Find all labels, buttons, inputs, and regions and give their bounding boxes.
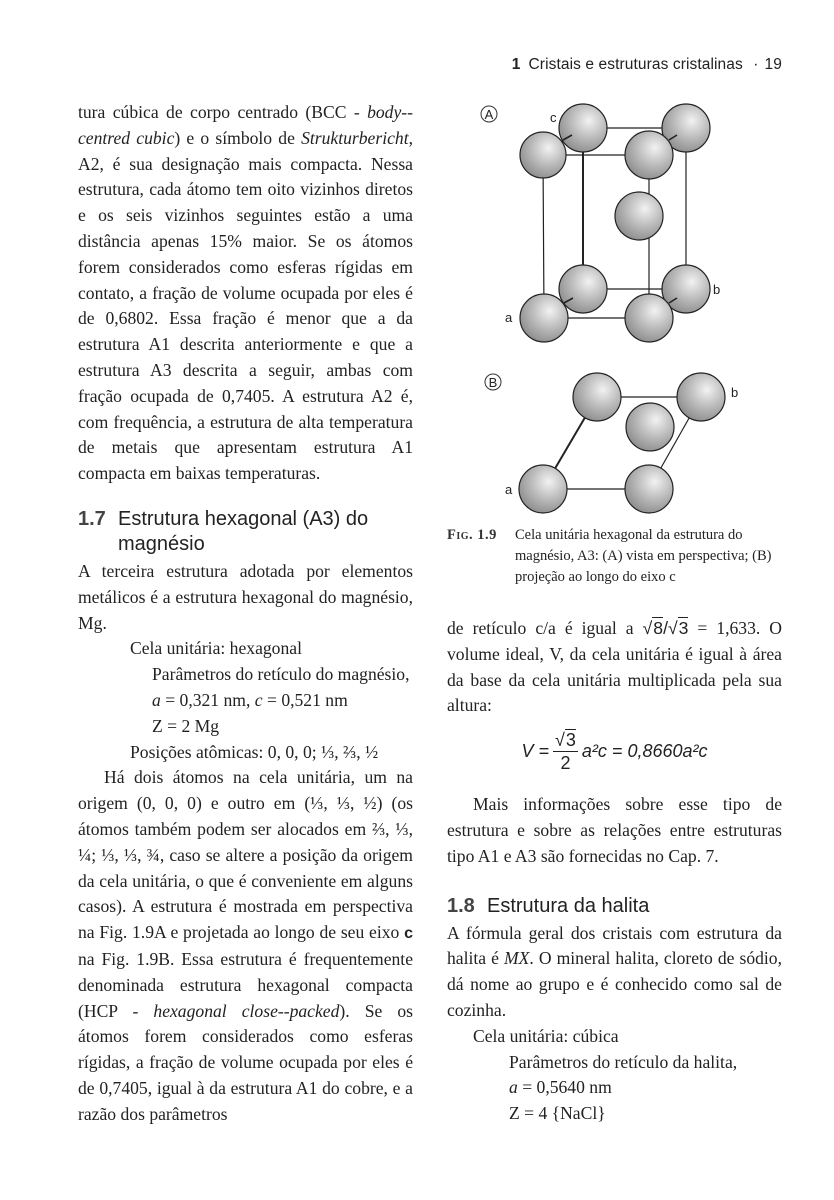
paragraph-more-info: Mais informações sobre esse tipo de estrutura e sobre as relações entre estruturas tipo A1 e A3 são fornecidas no Cap. 7. bbox=[447, 794, 782, 866]
paragraph-ratio: de retículo c/a é igual a √8/√3 = 1,633. O volume ideal, V, da cela unitária é igual à área da base da cela unitária multiplicada pela sua altura: bbox=[447, 618, 782, 716]
running-header bbox=[512, 56, 782, 74]
paragraph-hcp: Há dois átomos na cela unitária, um na origem (0, 0, 0) e outro em (⅓, ⅓, ½) (os átomos também podem ser alocados em ⅔, ⅓, ¼; ⅓, ⅓, ¾, caso se altere a posição da origem da cela unitária, o que é conveniente em alguns casos). A estrutura é mostrada em perspectiva na Fig. 1.9A e projetada ao longo de seu eixo c na Fig. 1.9B. Essa estrutura é frequentemente denominada estrutura hexagonal compacta (HCP - hexagonal close--packed). Se os átomos forem considerados como esferas rígidas, a fração de volume ocupada por eles é de 0,7405, igual à da estrutura A1 do cobre, e a razão dos parâmetros bbox=[78, 767, 414, 1124]
atoms-projection bbox=[519, 373, 725, 513]
z-value-halite: Z = 4 {NaCl} bbox=[509, 1103, 606, 1124]
section-title: Estrutura hexagonal (A3) do magnésio bbox=[118, 507, 369, 555]
paragraph-bcc: tura cúbica de corpo centrado (BCC - body--centred cubic) e o símbolo de Strukturbericht, A2, é sua designação mais compacta. Nessa estrutura, cada átomo tem oito vizinhos diretos e os seis vizinhos seguintes estão a uma distância apenas 15% maior. Se os átomos forem considerados como esferas rígidas em contato, a fração de volume ocupada por eles é de 0,6802. Essa fração é menor que a da estrutura A1 descrita anteriormente e que a estrutura A3 descrita a seguir, ambas com fração ocupada de 0,7405. A estrutura A2 é, com frequência, a estrutura de alta temperatura de metais que apresentam estrutura A1 compacta em baixas temperaturas. bbox=[78, 102, 413, 484]
section-heading-1-8 bbox=[447, 894, 782, 919]
lattice-values-halite: a = 0,5640 nm bbox=[509, 1077, 612, 1098]
chapter-number: 1 bbox=[511, 56, 521, 73]
section-number: 1.7 bbox=[78, 507, 106, 530]
axis-b-label-b: b bbox=[731, 385, 739, 400]
atoms-perspective bbox=[520, 104, 710, 342]
paragraph-intro-a3: A terceira estrutura adotada por elementos metálicos é a estrutura hexagonal do magnésio, Mg. bbox=[78, 560, 413, 633]
volume-formula: V = $\frac{√3}{2}$ a²c = 0,8660a²c bbox=[521, 730, 708, 774]
right-column bbox=[447, 616, 782, 1127]
figure-1-9 bbox=[470, 95, 790, 525]
figure-caption bbox=[447, 525, 787, 588]
panel-a-label bbox=[481, 106, 497, 122]
z-value: Z = 2 Mg bbox=[152, 715, 220, 736]
axis-b-label-a: b bbox=[713, 282, 721, 297]
page-number: 19 bbox=[764, 56, 782, 73]
axis-a-label-a: a bbox=[505, 310, 513, 325]
lattice-values: a = 0,321 nm, c = 0,521 nm bbox=[152, 689, 348, 710]
header-separator: · bbox=[753, 56, 759, 73]
panel-b-label bbox=[485, 374, 501, 390]
caption-label: Fig. 1.9 bbox=[447, 527, 497, 543]
left-column bbox=[78, 100, 413, 1127]
hcp-unit-cell-diagram bbox=[470, 95, 790, 525]
caption-text: Cela unitária hexagonal da estrutura do magnésio, A3: (A) vista em perspectiva; (B) projeção ao longo do eixo c bbox=[515, 527, 772, 585]
projection-edges bbox=[543, 397, 701, 489]
cell-type-halite: Cela unitária: cúbica bbox=[473, 1025, 619, 1046]
section-title: Estrutura da halita bbox=[487, 894, 650, 917]
section-heading-1-7 bbox=[78, 507, 413, 557]
paragraph-halite: A fórmula geral dos cristais com estrutura da halita é MX. O mineral halita, cloreto de sódio, dá nome ao grupo e é conhecido como sal de cozinha. bbox=[447, 922, 783, 1020]
axis-a-label-b: a bbox=[505, 482, 513, 497]
atomic-positions: Posições atômicas: 0, 0, 0; ⅓, ⅔, ½ bbox=[130, 741, 379, 762]
axis-c-label: c bbox=[550, 110, 557, 125]
svg-text:B: B bbox=[488, 375, 498, 390]
section-number: 1.8 bbox=[447, 894, 475, 917]
chapter-title: Cristais e estruturas cristalinas bbox=[528, 56, 743, 73]
svg-text:A: A bbox=[484, 107, 494, 122]
lattice-label-halite: Parâmetros do retículo da halita, bbox=[509, 1051, 738, 1072]
cell-type: Cela unitária: hexagonal bbox=[130, 638, 302, 659]
lattice-label: Parâmetros do retículo do magnésio, bbox=[152, 664, 410, 685]
